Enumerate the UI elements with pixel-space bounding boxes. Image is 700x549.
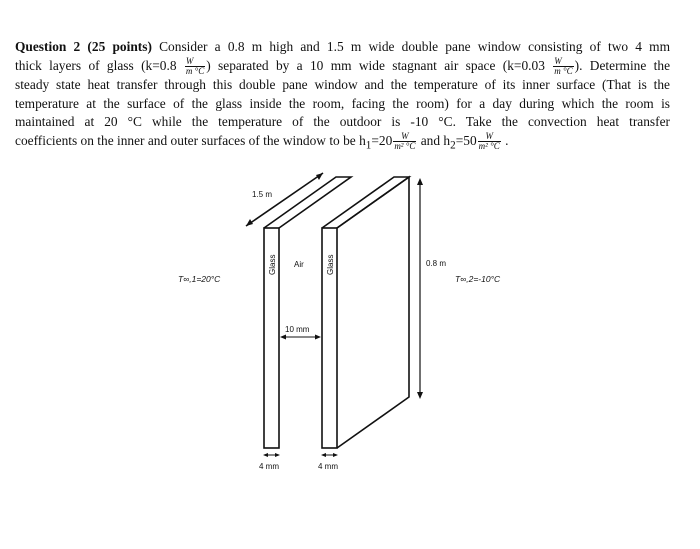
side-face <box>337 177 409 448</box>
air-label: Air <box>294 260 304 269</box>
right-thickness-arrow-l <box>321 453 326 457</box>
outside-temperature-label: T∞,2=-10°C <box>455 274 501 284</box>
right-thickness-arrow-r <box>333 453 338 457</box>
question-line-3: steady state heat transfer through this double pane window and the temperature of its inner surface (That is the <box>15 77 670 93</box>
width-dimension-line <box>246 173 323 226</box>
glass-left-top <box>264 177 351 228</box>
gap-label: 10 mm <box>285 325 310 334</box>
question-line-2: thick layers of glass (k=0.8 $\frac{W}{m ^\circ C}$ ) separated by a 10 mm wide stagnant air space (k=0.03 $\frac{W}{m ^\circ C}$ ). Determine the <box>15 56 671 77</box>
right-thickness-label: 4 mm <box>318 462 338 471</box>
height-arrow-bottom <box>417 392 423 399</box>
gap-arrow-left <box>280 335 286 340</box>
question-line-4: temperature at the surface of the glass inside the room, facing the room) for a day during which the room is <box>15 95 670 111</box>
question-line-1: Question 2 (25 points) Consider a 0.8 m high and 1.5 m wide double pane window consisting of two 4 mm <box>15 39 670 54</box>
height-arrow-top <box>417 178 423 185</box>
width-label: 1.5 m <box>252 190 273 199</box>
glass-right-top <box>322 177 409 228</box>
left-thickness-label: 4 mm <box>259 462 279 471</box>
unit-fraction-k-glass: $\frac{W}{m ^\circ C}$ <box>185 56 205 77</box>
question-line-5: maintained at 20 °C while the temperature of the outdoor is -10 °C. Take the convection heat transfer <box>15 114 670 130</box>
question-line-6: coefficients on the inner and outer surfaces of the window to be $h_1=20$ $\frac{W}{\text{m² °C}}$ and $h_2=50$ $\frac{W}{\text{m² °C}}$ . <box>15 131 509 152</box>
glass-right-label: Glass <box>326 254 335 275</box>
unit-fraction-h2: $\frac{W}{\text{m² °C}}$ <box>478 131 500 152</box>
gap-arrow-right <box>315 335 321 340</box>
width-arrow-left <box>246 219 253 226</box>
left-thickness-arrow-l <box>263 453 268 457</box>
width-arrow-right <box>316 173 323 180</box>
height-label: 0.8 m <box>426 259 447 268</box>
inside-temperature-label: T∞,1=20°C <box>178 274 221 284</box>
left-thickness-arrow-r <box>275 453 280 457</box>
unit-fraction-h1: $\frac{W}{\text{m² °C}}$ <box>394 131 416 152</box>
unit-fraction-k-air: $\frac{W}{m ^\circ C}$ <box>554 56 573 77</box>
glass-left-label: Glass <box>268 254 277 275</box>
question-heading: Question 2 (25 points) <box>15 39 152 54</box>
